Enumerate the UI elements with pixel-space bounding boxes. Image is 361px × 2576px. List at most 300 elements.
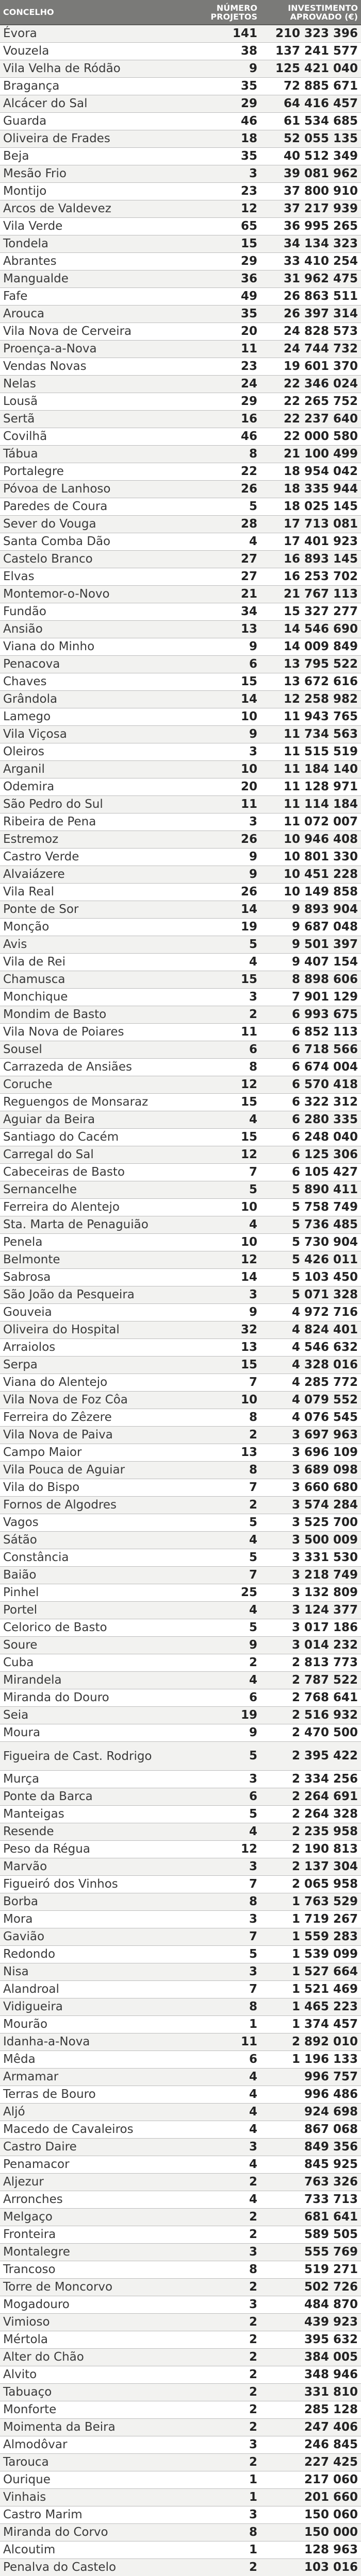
row-numero-projetos: 6 <box>187 1689 260 1707</box>
row-concelho: São João da Pesqueira <box>0 1286 187 1304</box>
row-numero-projetos: 5 <box>187 1549 260 1567</box>
table-row <box>0 1549 361 1567</box>
row-numero-projetos: 15 <box>187 1129 260 1146</box>
row-investimento: 849 356 <box>260 2139 361 2156</box>
row-concelho: Elvas <box>0 568 187 586</box>
row-concelho: Monforte <box>0 2401 187 2419</box>
row-concelho: São Pedro do Sul <box>0 796 187 814</box>
row-concelho: Mangualde <box>0 270 187 288</box>
row-numero-projetos: 7 <box>187 1567 260 1584</box>
row-numero-projetos: 4 <box>187 1532 260 1549</box>
row-concelho: Arcos de Valdevez <box>0 200 187 218</box>
row-concelho: Resende <box>0 1823 187 1841</box>
table-row <box>0 2069 361 2086</box>
row-investimento: 3 697 963 <box>260 1427 361 1444</box>
table-row <box>0 235 361 253</box>
row-investimento: 18 025 145 <box>260 498 361 516</box>
row-numero-projetos: 2 <box>187 2366 260 2384</box>
row-numero-projetos: 5 <box>187 498 260 516</box>
table-row <box>0 1164 361 1181</box>
row-investimento: 24 744 732 <box>260 341 361 358</box>
row-concelho: Oliveira de Frades <box>0 130 187 148</box>
row-numero-projetos: 35 <box>187 306 260 323</box>
row-numero-projetos: 5 <box>187 1181 260 1199</box>
row-concelho: Vila Pouca de Aguiar <box>0 1462 187 1479</box>
row-numero-projetos: 12 <box>187 200 260 218</box>
row-concelho: Coruche <box>0 1076 187 1094</box>
row-investimento: 22 346 024 <box>260 376 361 393</box>
table-row <box>0 1858 361 1876</box>
row-investimento: 150 000 <box>260 2524 361 2541</box>
table-row <box>0 1199 361 1216</box>
row-concelho: Carrazeda de Ansiães <box>0 1059 187 1076</box>
row-concelho: Mourão <box>0 2016 187 2033</box>
row-concelho: Almodôvar <box>0 2436 187 2454</box>
row-investimento: 21 767 113 <box>260 586 361 603</box>
table-row <box>0 25 361 43</box>
row-investimento: 11 734 563 <box>260 726 361 743</box>
table-row <box>0 358 361 376</box>
row-concelho: Beja <box>0 148 187 165</box>
row-investimento: 2 892 010 <box>260 2033 361 2051</box>
table-row <box>0 2174 361 2191</box>
row-numero-projetos: 10 <box>187 761 260 778</box>
row-investimento: 128 963 <box>260 2541 361 2559</box>
table-row <box>0 884 361 901</box>
row-investimento: 19 601 370 <box>260 358 361 376</box>
table-row <box>0 621 361 638</box>
table-row <box>0 95 361 113</box>
row-investimento: 26 397 314 <box>260 306 361 323</box>
table-row <box>0 323 361 341</box>
row-investimento: 39 081 962 <box>260 165 361 183</box>
row-investimento: 6 125 306 <box>260 1146 361 1164</box>
header-numero-projetos: NÚMERO PROJETOS <box>187 0 260 25</box>
row-concelho: Marvão <box>0 1858 187 1876</box>
row-numero-projetos: 9 <box>187 1637 260 1654</box>
table-row <box>0 113 361 130</box>
table-row <box>0 2191 361 2209</box>
table-row <box>0 481 361 498</box>
row-numero-projetos: 4 <box>187 533 260 551</box>
row-concelho: Tábua <box>0 446 187 463</box>
row-concelho: Mora <box>0 1911 187 1928</box>
row-investimento: 1 539 099 <box>260 1946 361 1963</box>
row-investimento: 1 374 457 <box>260 2016 361 2033</box>
row-investimento: 5 071 328 <box>260 1286 361 1304</box>
row-concelho: Tarouca <box>0 2454 187 2471</box>
table-row <box>0 1357 361 1374</box>
row-investimento: 16 253 702 <box>260 568 361 586</box>
row-numero-projetos: 11 <box>187 341 260 358</box>
row-numero-projetos: 65 <box>187 218 260 235</box>
row-concelho: Proença-a-Nova <box>0 341 187 358</box>
row-numero-projetos: 23 <box>187 183 260 200</box>
row-investimento: 2 235 958 <box>260 1823 361 1841</box>
row-investimento: 3 218 749 <box>260 1567 361 1584</box>
row-numero-projetos: 11 <box>187 796 260 814</box>
row-numero-projetos: 3 <box>187 1858 260 1876</box>
row-numero-projetos: 6 <box>187 1041 260 1059</box>
row-investimento: 22 000 580 <box>260 428 361 446</box>
row-numero-projetos: 21 <box>187 586 260 603</box>
row-concelho: Macedo de Cavaleiros <box>0 2121 187 2139</box>
row-investimento: 2 516 932 <box>260 1707 361 1724</box>
row-numero-projetos: 1 <box>187 2489 260 2506</box>
row-concelho: Sabrosa <box>0 1269 187 1286</box>
row-concelho: Vidigueira <box>0 1998 187 2016</box>
row-numero-projetos: 9 <box>187 849 260 866</box>
row-concelho: Vendas Novas <box>0 358 187 376</box>
table-row <box>0 901 361 919</box>
row-numero-projetos: 4 <box>187 1823 260 1841</box>
table-header-row <box>0 0 361 25</box>
row-numero-projetos: 2 <box>187 1497 260 1514</box>
table-row <box>0 2454 361 2471</box>
row-concelho: Vila Velha de Ródão <box>0 60 187 78</box>
row-concelho: Viana do Alentejo <box>0 1374 187 1392</box>
table-row <box>0 1742 361 1771</box>
row-concelho: Penela <box>0 1234 187 1251</box>
row-concelho: Vagos <box>0 1514 187 1532</box>
row-investimento: 1 196 133 <box>260 2051 361 2069</box>
row-concelho: Mogadouro <box>0 2296 187 2314</box>
table-row <box>0 43 361 60</box>
row-concelho: Ansião <box>0 621 187 638</box>
row-concelho: Sta. Marta de Penaguião <box>0 1216 187 1234</box>
row-concelho: Lamego <box>0 708 187 726</box>
row-numero-projetos: 9 <box>187 726 260 743</box>
row-concelho: Penamacor <box>0 2156 187 2174</box>
row-numero-projetos: 27 <box>187 551 260 568</box>
row-concelho: Miranda do Douro <box>0 1689 187 1707</box>
table-row <box>0 673 361 691</box>
table-row <box>0 1823 361 1841</box>
row-concelho: Vila Real <box>0 884 187 901</box>
table-row <box>0 849 361 866</box>
row-concelho: Arraiolos <box>0 1339 187 1357</box>
row-investimento: 3 014 232 <box>260 1637 361 1654</box>
table-row <box>0 568 361 586</box>
row-concelho: Portalegre <box>0 463 187 481</box>
table-row <box>0 2384 361 2401</box>
row-concelho: Estremoz <box>0 831 187 849</box>
row-concelho: Fafe <box>0 288 187 306</box>
table-row <box>0 1806 361 1823</box>
row-investimento: 22 237 640 <box>260 411 361 428</box>
row-numero-projetos: 19 <box>187 1707 260 1724</box>
row-concelho: Trancoso <box>0 2261 187 2279</box>
row-concelho: Alvaiázere <box>0 866 187 884</box>
table-row <box>0 2489 361 2506</box>
row-concelho: Paredes de Coura <box>0 498 187 516</box>
row-concelho: Portel <box>0 1602 187 1619</box>
row-concelho: Vila Nova de Poiares <box>0 1024 187 1041</box>
row-investimento: 867 068 <box>260 2121 361 2139</box>
row-investimento: 2 264 328 <box>260 1806 361 1823</box>
row-concelho: Ponte da Barca <box>0 1788 187 1806</box>
row-concelho: Bragança <box>0 78 187 95</box>
row-numero-projetos: 7 <box>187 1981 260 1998</box>
row-concelho: Nisa <box>0 1963 187 1981</box>
row-concelho: Aljezur <box>0 2174 187 2191</box>
row-concelho: Monção <box>0 919 187 936</box>
table-row <box>0 1567 361 1584</box>
table-row <box>0 1771 361 1788</box>
table-row <box>0 954 361 971</box>
row-investimento: 2 137 304 <box>260 1858 361 1876</box>
table-row <box>0 1672 361 1689</box>
row-investimento: 439 923 <box>260 2314 361 2331</box>
row-numero-projetos: 11 <box>187 2033 260 2051</box>
row-concelho: Sousel <box>0 1041 187 1059</box>
row-concelho: Avis <box>0 936 187 954</box>
row-investimento: 11 943 765 <box>260 708 361 726</box>
row-numero-projetos: 4 <box>187 1602 260 1619</box>
row-numero-projetos: 3 <box>187 1911 260 1928</box>
row-concelho: Chamusca <box>0 971 187 989</box>
row-numero-projetos: 5 <box>187 1946 260 1963</box>
row-investimento: 763 326 <box>260 2174 361 2191</box>
table-row <box>0 1689 361 1707</box>
row-numero-projetos: 12 <box>187 1251 260 1269</box>
row-numero-projetos: 2 <box>187 2209 260 2226</box>
table-row <box>0 1788 361 1806</box>
row-numero-projetos: 29 <box>187 253 260 270</box>
row-investimento: 4 285 772 <box>260 1374 361 1392</box>
row-numero-projetos: 5 <box>187 1806 260 1823</box>
row-investimento: 3 017 186 <box>260 1619 361 1637</box>
row-investimento: 18 954 042 <box>260 463 361 481</box>
row-concelho: Monchique <box>0 989 187 1006</box>
row-numero-projetos: 7 <box>187 1479 260 1497</box>
table-row <box>0 376 361 393</box>
row-numero-projetos: 1 <box>187 2541 260 2559</box>
table-row <box>0 2244 361 2261</box>
row-numero-projetos: 8 <box>187 1059 260 1076</box>
table-row <box>0 533 361 551</box>
header-concelho: CONCELHO <box>0 0 187 25</box>
row-investimento: 1 465 223 <box>260 1998 361 2016</box>
row-numero-projetos: 4 <box>187 1111 260 1129</box>
row-concelho: Vila do Bispo <box>0 1479 187 1497</box>
row-investimento: 37 217 939 <box>260 200 361 218</box>
row-concelho: Belmonte <box>0 1251 187 1269</box>
table-row <box>0 2401 361 2419</box>
row-concelho: Vila Nova de Paiva <box>0 1427 187 1444</box>
row-concelho: Ferreira do Zêzere <box>0 1409 187 1427</box>
row-concelho: Alcoutim <box>0 2541 187 2559</box>
row-numero-projetos: 3 <box>187 2244 260 2261</box>
table-row <box>0 691 361 708</box>
row-numero-projetos: 8 <box>187 1998 260 2016</box>
row-investimento: 61 534 685 <box>260 113 361 130</box>
table-row <box>0 1216 361 1234</box>
row-numero-projetos: 8 <box>187 1462 260 1479</box>
table-row <box>0 1893 361 1911</box>
row-numero-projetos: 10 <box>187 1199 260 1216</box>
row-numero-projetos: 8 <box>187 446 260 463</box>
row-numero-projetos: 20 <box>187 778 260 796</box>
table-row <box>0 1707 361 1724</box>
table-row <box>0 2524 361 2541</box>
row-investimento: 246 845 <box>260 2436 361 2454</box>
row-numero-projetos: 15 <box>187 1357 260 1374</box>
table-row <box>0 2033 361 2051</box>
row-concelho: Alvito <box>0 2366 187 2384</box>
row-numero-projetos: 3 <box>187 814 260 831</box>
table-row <box>0 1181 361 1199</box>
row-investimento: 103 016 <box>260 2559 361 2576</box>
row-numero-projetos: 2 <box>187 2419 260 2436</box>
row-concelho: Santa Comba Dão <box>0 533 187 551</box>
table-row <box>0 2121 361 2139</box>
row-concelho: Figueiró dos Vinhos <box>0 1876 187 1893</box>
table-row <box>0 866 361 884</box>
table-row <box>0 270 361 288</box>
row-concelho: Armamar <box>0 2069 187 2086</box>
row-numero-projetos: 4 <box>187 2121 260 2139</box>
table-row <box>0 2419 361 2436</box>
row-concelho: Carregal do Sal <box>0 1146 187 1164</box>
row-concelho: Lousã <box>0 393 187 411</box>
row-investimento: 4 328 016 <box>260 1357 361 1374</box>
row-investimento: 3 331 530 <box>260 1549 361 1567</box>
table-row <box>0 1981 361 1998</box>
row-concelho: Serpa <box>0 1357 187 1374</box>
row-numero-projetos: 2 <box>187 2314 260 2331</box>
row-investimento: 6 570 418 <box>260 1076 361 1094</box>
row-concelho: Idanha-a-Nova <box>0 2033 187 2051</box>
row-concelho: Vila Verde <box>0 218 187 235</box>
row-investimento: 10 946 408 <box>260 831 361 849</box>
row-investimento: 210 323 396 <box>260 25 361 43</box>
row-numero-projetos: 2 <box>187 2349 260 2366</box>
row-investimento: 125 421 040 <box>260 60 361 78</box>
row-investimento: 2 334 256 <box>260 1771 361 1788</box>
table-row <box>0 2559 361 2576</box>
row-numero-projetos: 9 <box>187 866 260 884</box>
row-investimento: 3 689 098 <box>260 1462 361 1479</box>
row-investimento: 40 512 349 <box>260 148 361 165</box>
row-numero-projetos: 4 <box>187 1672 260 1689</box>
row-concelho: Tabuaço <box>0 2384 187 2401</box>
row-numero-projetos: 4 <box>187 954 260 971</box>
row-numero-projetos: 46 <box>187 113 260 130</box>
row-investimento: 384 005 <box>260 2349 361 2366</box>
row-concelho: Mêda <box>0 2051 187 2069</box>
row-numero-projetos: 34 <box>187 603 260 621</box>
table-row <box>0 1532 361 1549</box>
row-concelho: Sernancelhe <box>0 1181 187 1199</box>
row-numero-projetos: 14 <box>187 1269 260 1286</box>
row-concelho: Covilhã <box>0 428 187 446</box>
row-concelho: Fundão <box>0 603 187 621</box>
row-investimento: 6 105 427 <box>260 1164 361 1181</box>
table-row <box>0 1876 361 1893</box>
row-concelho: Soure <box>0 1637 187 1654</box>
row-concelho: Viana do Minho <box>0 638 187 656</box>
row-investimento: 5 758 749 <box>260 1199 361 1216</box>
table-row <box>0 2541 361 2559</box>
row-numero-projetos: 4 <box>187 2191 260 2209</box>
row-concelho: Odemira <box>0 778 187 796</box>
table-row <box>0 1409 361 1427</box>
row-investimento: 11 072 007 <box>260 814 361 831</box>
table-row <box>0 586 361 603</box>
table-row <box>0 1602 361 1619</box>
row-investimento: 6 248 040 <box>260 1129 361 1146</box>
row-investimento: 4 076 545 <box>260 1409 361 1427</box>
row-concelho: Castro Marim <box>0 2506 187 2524</box>
table-row <box>0 1462 361 1479</box>
row-numero-projetos: 3 <box>187 165 260 183</box>
table-row <box>0 78 361 95</box>
row-numero-projetos: 2 <box>187 2384 260 2401</box>
row-concelho: Moura <box>0 1724 187 1742</box>
row-investimento: 2 768 641 <box>260 1689 361 1707</box>
row-investimento: 5 736 485 <box>260 1216 361 1234</box>
table-row <box>0 1724 361 1742</box>
row-numero-projetos: 20 <box>187 323 260 341</box>
table-row <box>0 2506 361 2524</box>
table-row <box>0 1479 361 1497</box>
row-concelho: Mirandela <box>0 1672 187 1689</box>
row-numero-projetos: 24 <box>187 376 260 393</box>
row-investimento: 137 241 577 <box>260 43 361 60</box>
row-investimento: 5 730 904 <box>260 1234 361 1251</box>
row-numero-projetos: 5 <box>187 1619 260 1637</box>
table-row <box>0 428 361 446</box>
table-row <box>0 2331 361 2349</box>
row-numero-projetos: 27 <box>187 568 260 586</box>
table-row <box>0 200 361 218</box>
table-row <box>0 183 361 200</box>
table-row <box>0 708 361 726</box>
row-concelho: Aljó <box>0 2104 187 2121</box>
table-row <box>0 463 361 481</box>
row-investimento: 2 190 813 <box>260 1841 361 1858</box>
table-row <box>0 2366 361 2384</box>
row-investimento: 14 009 849 <box>260 638 361 656</box>
row-concelho: Moimenta da Beira <box>0 2419 187 2436</box>
row-numero-projetos: 5 <box>187 936 260 954</box>
row-investimento: 64 416 457 <box>260 95 361 113</box>
row-investimento: 52 055 135 <box>260 130 361 148</box>
row-concelho: Póvoa de Lanhoso <box>0 481 187 498</box>
row-numero-projetos: 2 <box>187 2226 260 2244</box>
table-row <box>0 1427 361 1444</box>
row-concelho: Mondim de Basto <box>0 1006 187 1024</box>
table-row <box>0 1911 361 1928</box>
table-row <box>0 743 361 761</box>
table-row <box>0 253 361 270</box>
row-investimento: 5 103 450 <box>260 1269 361 1286</box>
row-concelho: Gouveia <box>0 1304 187 1321</box>
row-concelho: Castro Verde <box>0 849 187 866</box>
row-investimento: 2 264 691 <box>260 1788 361 1806</box>
table-row <box>0 1654 361 1672</box>
row-concelho: Pinhel <box>0 1584 187 1602</box>
table-row <box>0 1024 361 1041</box>
row-concelho: Castelo Branco <box>0 551 187 568</box>
row-numero-projetos: 22 <box>187 463 260 481</box>
row-investimento: 555 769 <box>260 2244 361 2261</box>
table-row <box>0 1637 361 1654</box>
row-investimento: 5 890 411 <box>260 1181 361 1199</box>
table-row <box>0 2086 361 2104</box>
row-numero-projetos: 13 <box>187 621 260 638</box>
